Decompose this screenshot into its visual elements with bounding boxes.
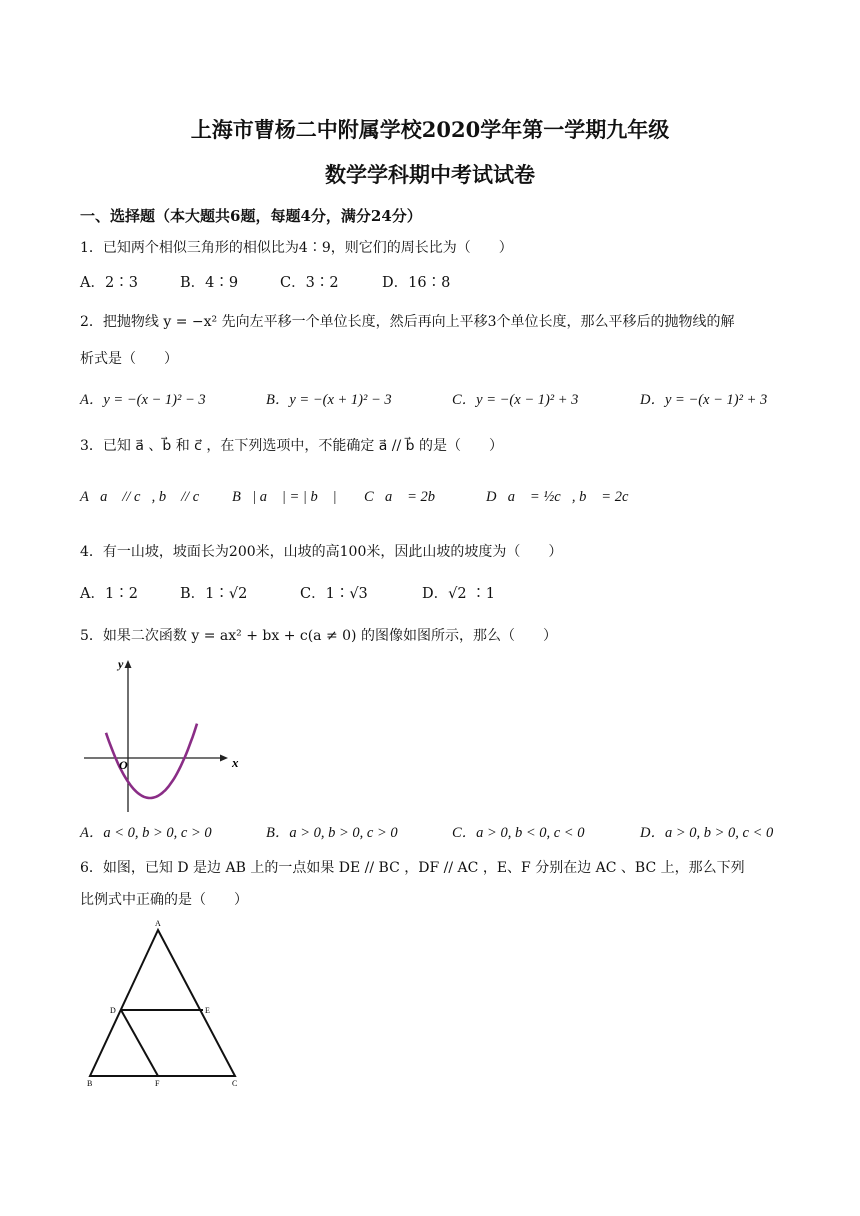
x-axis-label: x — [232, 755, 239, 770]
section-heading: 一、选择题（本大题共6题，每题4分，满分24分） — [80, 207, 422, 225]
label-d: D — [110, 1006, 116, 1015]
q1-option-b: B．4∶9 — [180, 275, 239, 291]
q4-option-d: D．√2 ∶1 — [422, 586, 495, 602]
question-3: 3．已知 a⃗ 、b⃗ 和 c⃗ ，在下列选项中，不能确定 a⃗ // b⃗ 的是（ ） — [80, 438, 504, 454]
label-b: B — [87, 1079, 93, 1088]
question-6-line-1: 6．如图，已知 D 是边 AB 上的一点如果 DE // BC ，DF // AC ，E、F 分别在边 AC 、BC 上，那么下列 — [80, 860, 745, 876]
q1-option-d: D．16∶8 — [382, 275, 451, 291]
x-axis-arrow-icon — [220, 755, 228, 762]
question-6-line-2: 比例式中正确的是（ ） — [80, 892, 248, 908]
q1-option-c: C．3∶2 — [280, 275, 339, 291]
q5-option-a: A．a < 0, b > 0, c > 0 — [80, 825, 212, 841]
label-c: C — [232, 1079, 238, 1088]
q5-parabola-figure — [82, 652, 242, 817]
q5-option-b: B．a > 0, b > 0, c > 0 — [266, 825, 398, 841]
question-2-line-1: 2．把抛物线 y = −x² 先向左平移一个单位长度，然后再向上平移3个单位长度，那么平移后的抛物线的解 — [80, 314, 735, 330]
segment-df — [121, 1010, 158, 1076]
q2-option-c: C．y = −(x − 1)² + 3 — [452, 392, 579, 408]
q4-option-c: C．1∶√3 — [300, 586, 368, 602]
q2-option-d: D．y = −(x − 1)² + 3 — [640, 392, 768, 408]
q5-option-d: D．a > 0, b > 0, c < 0 — [640, 825, 774, 841]
triangle-abc — [90, 930, 235, 1076]
question-5: 5．如果二次函数 y = ax² + bx + c(a ≠ 0) 的图像如图所示，那么（ ） — [80, 628, 557, 644]
page-subtitle: 数学学科期中考试试卷 — [325, 162, 535, 187]
label-f: F — [155, 1079, 160, 1088]
q3-option-b: B．| a⃗ | = | b⃗ | — [232, 489, 337, 505]
q2-option-a: A．y = −(x − 1)² − 3 — [80, 392, 206, 408]
q4-option-b: B．1∶√2 — [180, 586, 248, 602]
y-axis-arrow-icon — [125, 660, 132, 668]
label-a: A — [155, 919, 161, 928]
q3-option-a: A．a⃗ // c⃗, b⃗ // c⃗ — [80, 489, 211, 505]
question-1: 1．已知两个相似三角形的相似比为4∶9，则它们的周长比为（ ） — [80, 240, 513, 256]
q3-option-c: C．a⃗ = 2b⃗ — [364, 489, 447, 505]
y-axis-label: y — [118, 657, 124, 671]
q4-option-a: A．1∶2 — [80, 586, 138, 602]
question-4: 4．有一山坡，坡面长为200米，山坡的高100米，因此山坡的坡度为（ ） — [80, 544, 563, 560]
label-e: E — [205, 1006, 210, 1015]
q1-option-a: A．2∶3 — [80, 275, 138, 291]
q3-option-d: D．a⃗ = ½c⃗, b⃗ = 2c⃗ — [486, 489, 640, 505]
question-2-line-2: 析式是（ ） — [80, 351, 178, 367]
q6-triangle-figure — [80, 915, 250, 1090]
q5-option-c: C．a > 0, b < 0, c < 0 — [452, 825, 585, 841]
page-title: 上海市曹杨二中附属学校2020学年第一学期九年级 — [190, 117, 670, 142]
q2-option-b: B．y = −(x + 1)² − 3 — [266, 392, 392, 408]
origin-label: O — [119, 758, 128, 772]
